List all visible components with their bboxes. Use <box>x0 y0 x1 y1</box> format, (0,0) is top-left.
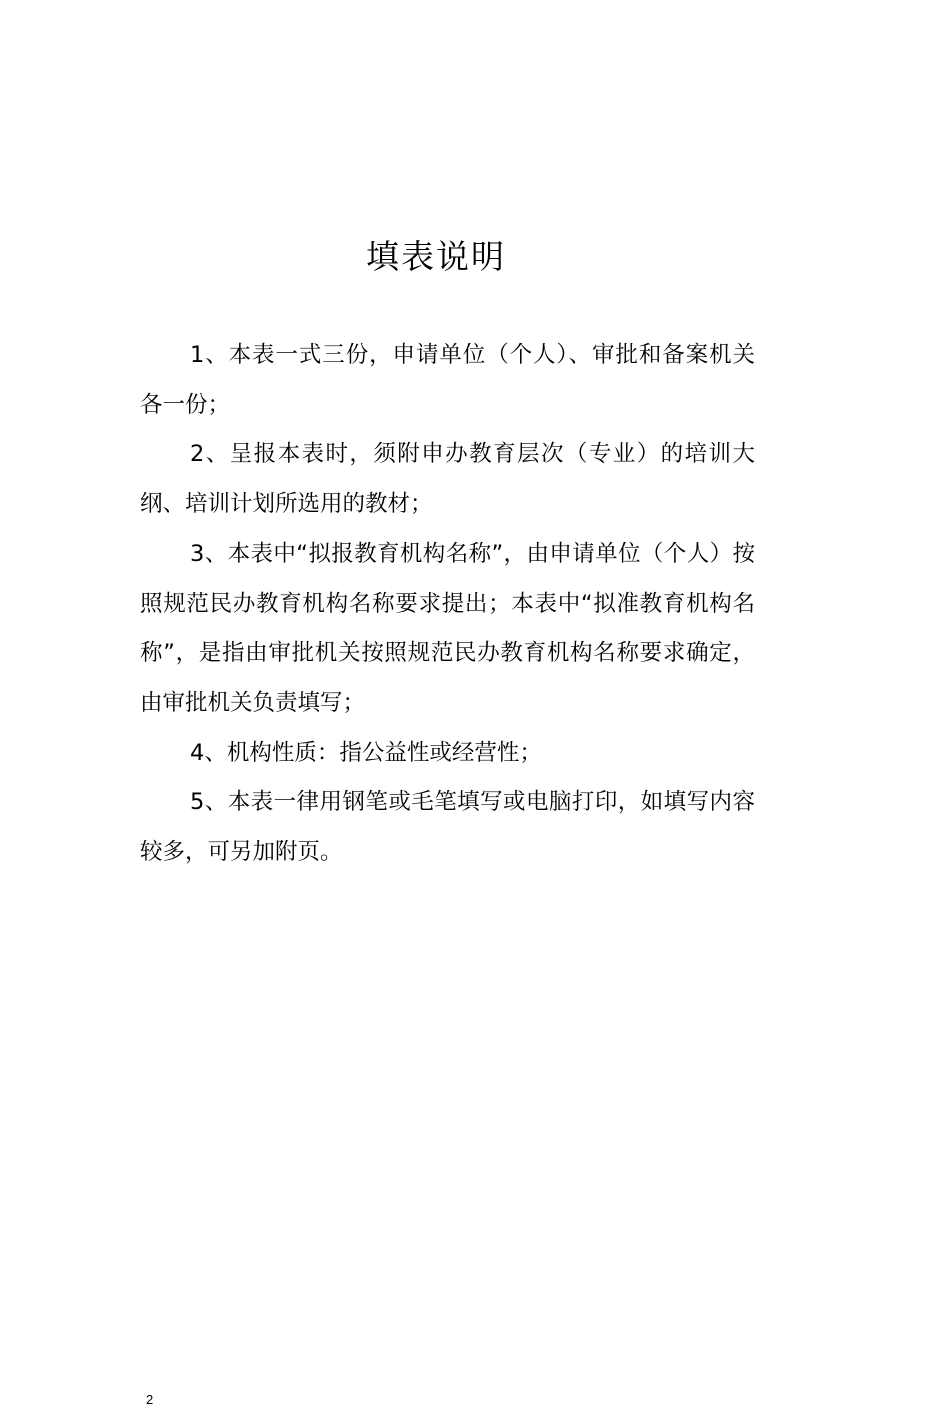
page-number: 2 <box>146 1392 154 1407</box>
instruction-item-4: 4、机构性质：指公益性或经营性； <box>190 739 542 766</box>
instruction-item-2: 2、呈报本表时，须附申办教育层次（专业）的培训大纲、培训计划所选用的教材； <box>140 441 755 518</box>
instruction-item-1: 1、本表一式三份，申请单位（个人）、审批和备案机关各一份； <box>140 342 755 418</box>
instruction-item-5: 5、本表一律用钢笔或毛笔填写或电脑打印，如填写内容较多，可另加附页。 <box>140 789 755 866</box>
page-title: 填表说明 <box>366 237 506 276</box>
instructions-body <box>140 331 755 878</box>
instruction-item-3: 3、本表中“拟报教育机构名称”，由申请单位（个人）按照规范民办教育机构名称要求提出；本表中“拟准教育机构名称”，是指由审批机关按照规范民办教育机构名称要求确定，由审批机关负责填写； <box>140 540 755 716</box>
